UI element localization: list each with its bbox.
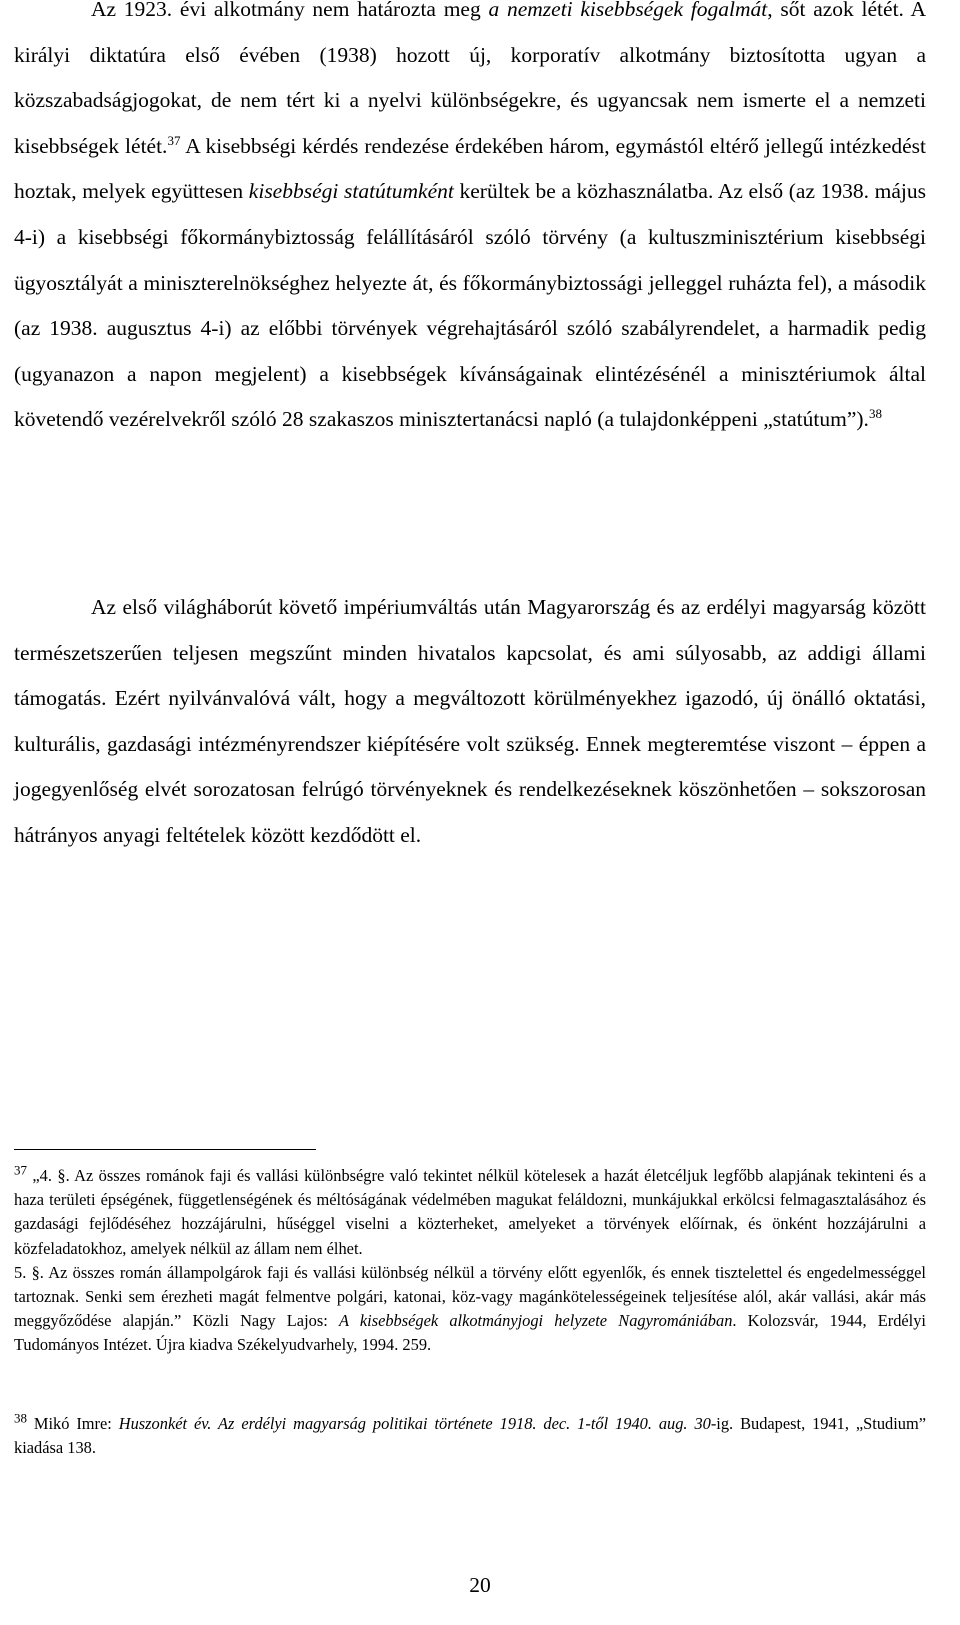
footnote-ref-37[interactable]: 37 [167,132,181,148]
italic-title: A kisebbségek alkotmányjogi helyzete Nagyromániában [338,1311,733,1331]
footnote-separator [14,1149,316,1150]
text-run: Mikó Imre: [27,1414,119,1433]
page-number: 20 [469,1573,491,1597]
footnote-number: 37 [14,1162,27,1178]
text-run: „4. §. Az összes románok faji és vallási különbségre való tekintet nélkül kötelesek a hazát életcéljuk legfőbb alapjának tekinteni és a haza területi épségének, függetlenségének és méltóságának védelmében magukat feláldozni, munkájukkal erkölcsi felmagasztalásához és gazdasági fejlődéséhez hozzájárulni, hűséggel viselni a közterheket, amelyeket a törvények előírnak, és önként hozzájárulni a közfeladatokhoz, amelyek nélkül az állam nem élhet. [14,1166,926,1258]
text-run: , sőt azok létét. A királyi diktatúra első évében (1938) hozott új, korporatív alkotmány biztosította ugyan a közszabadságjogokat, de nem tért ki a nyelvi különbségekre, és ugyancsak nem ismerte el a nemzeti kisebbségek létét. [14,0,927,158]
text-run: A kisebbségi kérdés rendezése érdekében három, egymástól eltérő jellegű intézkedést hoztak, melyek együttesen [14,133,927,204]
text-run: -ig. Budapest, 1941, „Studium” kiadása 138. [14,1414,926,1458]
italic-term: kisebbségi statútumként [248,179,454,204]
body-paragraph-1 [14,0,926,443]
footnote-number: 38 [14,1410,27,1426]
italic-term: a nemzeti kisebbségek fogalmát [488,0,768,21]
footnote-ref-38[interactable]: 38 [868,406,882,422]
text-run: kerültek be a közhasználatba. Az első (az 1938. május 4-i) a kisebbségi főkormánybiztosság felállításáról szóló törvény (a kultuszminisztérium kisebbségi ügyosztályát a miniszterelnökséghez helyezte át, és főkormánybiztossági jelleggel ruházta fel), a második (az 1938. augusztus 4-i) az előbbi törvények végrehajtásáról szóló szabályrendelet, a harmadik pedig (ugyanazon a napon megjelent) a kisebbségek kívánságainak elintézésénél a minisztériumok által követendő vezérelvekről szóló 28 szakaszos minisztertanácsi napló (a tulajdonképpeni „statútum”). [14,179,926,432]
body-paragraph-2: Az első világháborút követő impériumváltás után Magyarország és az erdélyi magyarság között természetszerűen teljesen megszűnt minden hivatalos kapcsolat, és ami súlyosabb, az addigi állami támogatás. Ezért nyilvánvalóvá vált, hogy a megváltozott körülményekhez igazodó, új önálló oktatási, kulturális, gazdasági intézményrendszer kiépítésére volt szükség. Ennek megteremtése viszont – éppen a jogegyenlőség elvét sorozatosan felrúgó törvényeknek és rendelkezéseknek köszönhetően – sokszorosan hátrányos anyagi feltételek között kezdődött el. [14,595,926,847]
footnote-37 [14,1164,926,1358]
text-run: Az 1923. évi alkotmány nem határozta meg [91,0,489,21]
footnote-38 [14,1412,926,1460]
italic-title: Huszonkét év. Az erdélyi magyarság politikai története 1918. dec. 1-től 1940. aug. 30 [118,1414,711,1433]
text-run: . Kolozsvár, 1944, Erdélyi Tudományos Intézet. Újra kiadva Székelyudvarhely, 1994. 259. [14,1311,926,1355]
text-run: 5. §. Az összes román állampolgárok faji és vallási különbség nélkül a törvény előtt egyenlők, és ennek tisztelettel és engedelmességgel tartoznak. Senki sem érezheti magát felmentve polgári, katonai, köz-vagy magánkötelességeinek teljesítése alól, akár vallási, akár más meggyőződése alapján.” Közli Nagy Lajos: [14,1262,926,1331]
